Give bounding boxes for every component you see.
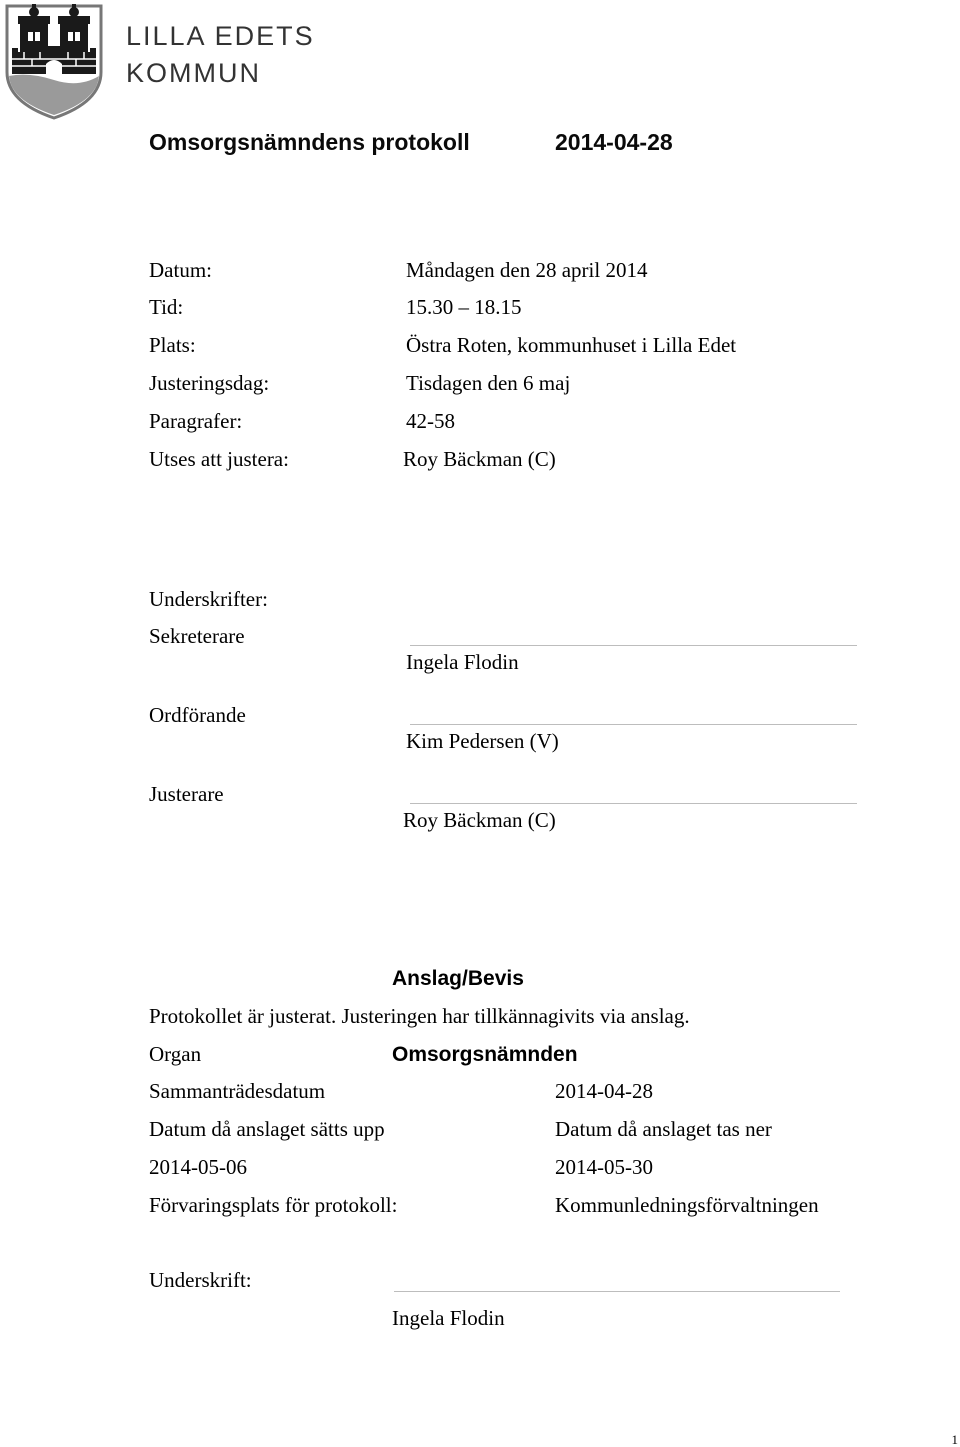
paragrafer-value: 42-58 xyxy=(406,409,455,433)
document-date: 2014-04-28 xyxy=(555,129,673,155)
utses-label: Utses att justera: xyxy=(149,447,289,471)
underskrift-label: Underskrift: xyxy=(149,1268,252,1292)
plats-value: Östra Roten, kommunhuset i Lilla Edet xyxy=(406,333,737,357)
organ-value: Omsorgsnämnden xyxy=(392,1043,578,1066)
anslag-ner-label: Datum då anslaget tas ner xyxy=(555,1117,772,1141)
underskrift-name: Ingela Flodin xyxy=(392,1306,505,1330)
anslag-ner-value: 2014-05-30 xyxy=(555,1155,653,1179)
utses-value: Roy Bäckman (C) xyxy=(403,447,556,471)
sekreterare-signature-line xyxy=(410,645,857,646)
sammantradesdatum-label: Sammanträdesdatum xyxy=(149,1079,326,1103)
plats-label: Plats: xyxy=(149,333,196,357)
forvaringsplats-value: Kommunledningsförvaltningen xyxy=(555,1193,819,1217)
ordforande-signature-line xyxy=(410,724,857,725)
organ-label: Organ xyxy=(149,1042,202,1066)
sammantradesdatum-value: 2014-04-28 xyxy=(555,1079,653,1103)
justerare-label: Justerare xyxy=(149,782,224,806)
sekreterare-label: Sekreterare xyxy=(149,624,245,648)
justerare-signature-line xyxy=(410,803,857,804)
document-title: Omsorgsnämndens protokoll xyxy=(149,129,470,155)
underskrift-signature-line xyxy=(394,1291,840,1292)
ordforande-name: Kim Pedersen (V) xyxy=(406,729,559,753)
municipality-coat-of-arms-icon xyxy=(4,2,104,120)
anslag-statement: Protokollet är justerat. Justeringen har tillkännagivits via anslag. xyxy=(149,1004,690,1028)
datum-label: Datum: xyxy=(149,258,212,282)
anslag-heading: Anslag/Bevis xyxy=(392,967,524,990)
paragrafer-label: Paragrafer: xyxy=(149,409,243,433)
ordforande-label: Ordförande xyxy=(149,703,246,727)
sekreterare-name: Ingela Flodin xyxy=(406,650,519,674)
anslag-upp-value: 2014-05-06 xyxy=(149,1155,247,1179)
municipality-name-line1: LILLA EDETS xyxy=(126,21,315,51)
tid-label: Tid: xyxy=(149,295,184,319)
tid-value: 15.30 – 18.15 xyxy=(406,295,522,319)
municipality-name-line2: KOMMUN xyxy=(126,58,261,88)
page-number: 1 xyxy=(951,1432,958,1447)
justeringsdag-label: Justeringsdag: xyxy=(149,371,270,395)
justeringsdag-value: Tisdagen den 6 maj xyxy=(406,371,571,395)
anslag-upp-label: Datum då anslaget sätts upp xyxy=(149,1117,385,1141)
datum-value: Måndagen den 28 april 2014 xyxy=(406,258,648,282)
forvaringsplats-label: Förvaringsplats för protokoll: xyxy=(149,1193,398,1217)
justerare-name: Roy Bäckman (C) xyxy=(403,808,556,832)
signatures-heading: Underskrifter: xyxy=(149,587,268,611)
